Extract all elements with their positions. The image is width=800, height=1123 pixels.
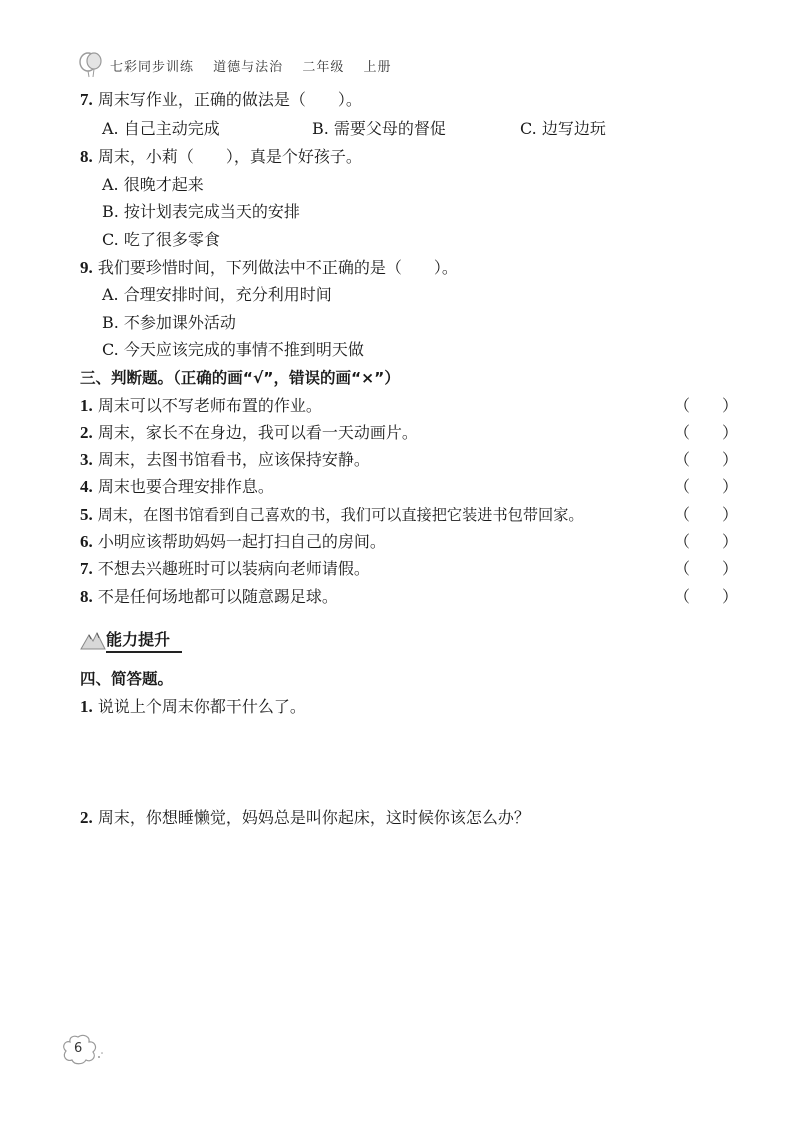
series-title: 七彩同步训练 [110,60,195,75]
answer-blank[interactable]: （ ） [674,450,739,469]
answer-blank[interactable]: （ ） [674,532,739,551]
option-c: C. 边写边玩 [520,119,606,138]
judge-item-3: 3. 周末，去图书馆看书，应该保持安静。 （ ） [80,448,740,472]
question-text: 我们要珍惜时间，下列做法中不正确的是（ ）。 [97,258,458,277]
subject-title: 道德与法治 [213,60,284,75]
judge-item-4: 4. 周末也要合理安排作息。 （ ） [80,475,740,499]
judge-item-2: 2. 周末，家长不在身边，我可以看一天动画片。 （ ） [80,421,740,445]
balloon-logo-icon [78,52,104,78]
judge-item-5: 5. 周末，在图书馆看到自己喜欢的书，我们可以直接把它装进书包带回家。 （ ） [80,503,740,527]
short-answer-title: 四、简答题。 [80,670,174,688]
option-a: A. 很晚才起来 [102,175,204,194]
answer-blank[interactable]: （ ） [674,477,739,496]
question-8: 8. 周末，小莉（ ），真是个好孩子。 [80,147,362,166]
judge-item-7: 7. 不想去兴趣班时可以装病向老师请假。 （ ） [80,557,740,581]
page-number-badge [60,1033,104,1065]
answer-blank[interactable]: （ ） [674,587,739,606]
option-a: A. 自己主动完成 [102,119,220,138]
option-c: C. 今天应该完成的事情不推到明天做 [102,340,364,359]
short-answer-2: 2. 周末，你想睡懒觉，妈妈总是叫你起床，这时候你该怎么办？ [80,808,530,827]
judge-item-1: 1. 周末可以不写老师布置的作业。 （ ） [80,394,740,418]
question-7: 7. 周末写作业，正确的做法是（ ）。 [80,90,362,109]
page-number: 6 [74,1041,83,1056]
option-c: C. 吃了很多零食 [102,230,220,249]
judge-section-title: 三、判断题。（正确的画“√”，错误的画“×”） [80,369,400,387]
option-b: B. 需要父母的督促 [312,119,446,138]
answer-blank[interactable]: （ ） [674,505,739,524]
mountain-icon [80,629,106,651]
volume-label: 上册 [363,60,392,75]
title-underline [106,651,182,653]
question-text: 周末写作业，正确的做法是（ ）。 [97,90,362,109]
option-a: A. 合理安排时间，充分利用时间 [102,285,332,304]
option-b: B. 不参加课外活动 [102,313,236,332]
short-answer-1: 1. 说说上个周末你都干什么了。 [80,697,306,716]
ability-section-title: 能力提升 [106,630,171,649]
grade-label: 二年级 [302,60,345,75]
question-9: 9. 我们要珍惜时间，下列做法中不正确的是（ ）。 [80,258,458,277]
answer-blank[interactable]: （ ） [674,559,739,578]
option-b: B. 按计划表完成当天的安排 [102,202,300,221]
judge-item-8: 8. 不是任何场地都可以随意踢足球。 （ ） [80,585,740,609]
judge-item-6: 6. 小明应该帮助妈妈一起打扫自己的房间。 （ ） [80,530,740,554]
answer-blank[interactable]: （ ） [674,396,739,415]
question-text: 周末，小莉（ ），真是个好孩子。 [97,147,362,166]
answer-blank[interactable]: （ ） [674,423,739,442]
